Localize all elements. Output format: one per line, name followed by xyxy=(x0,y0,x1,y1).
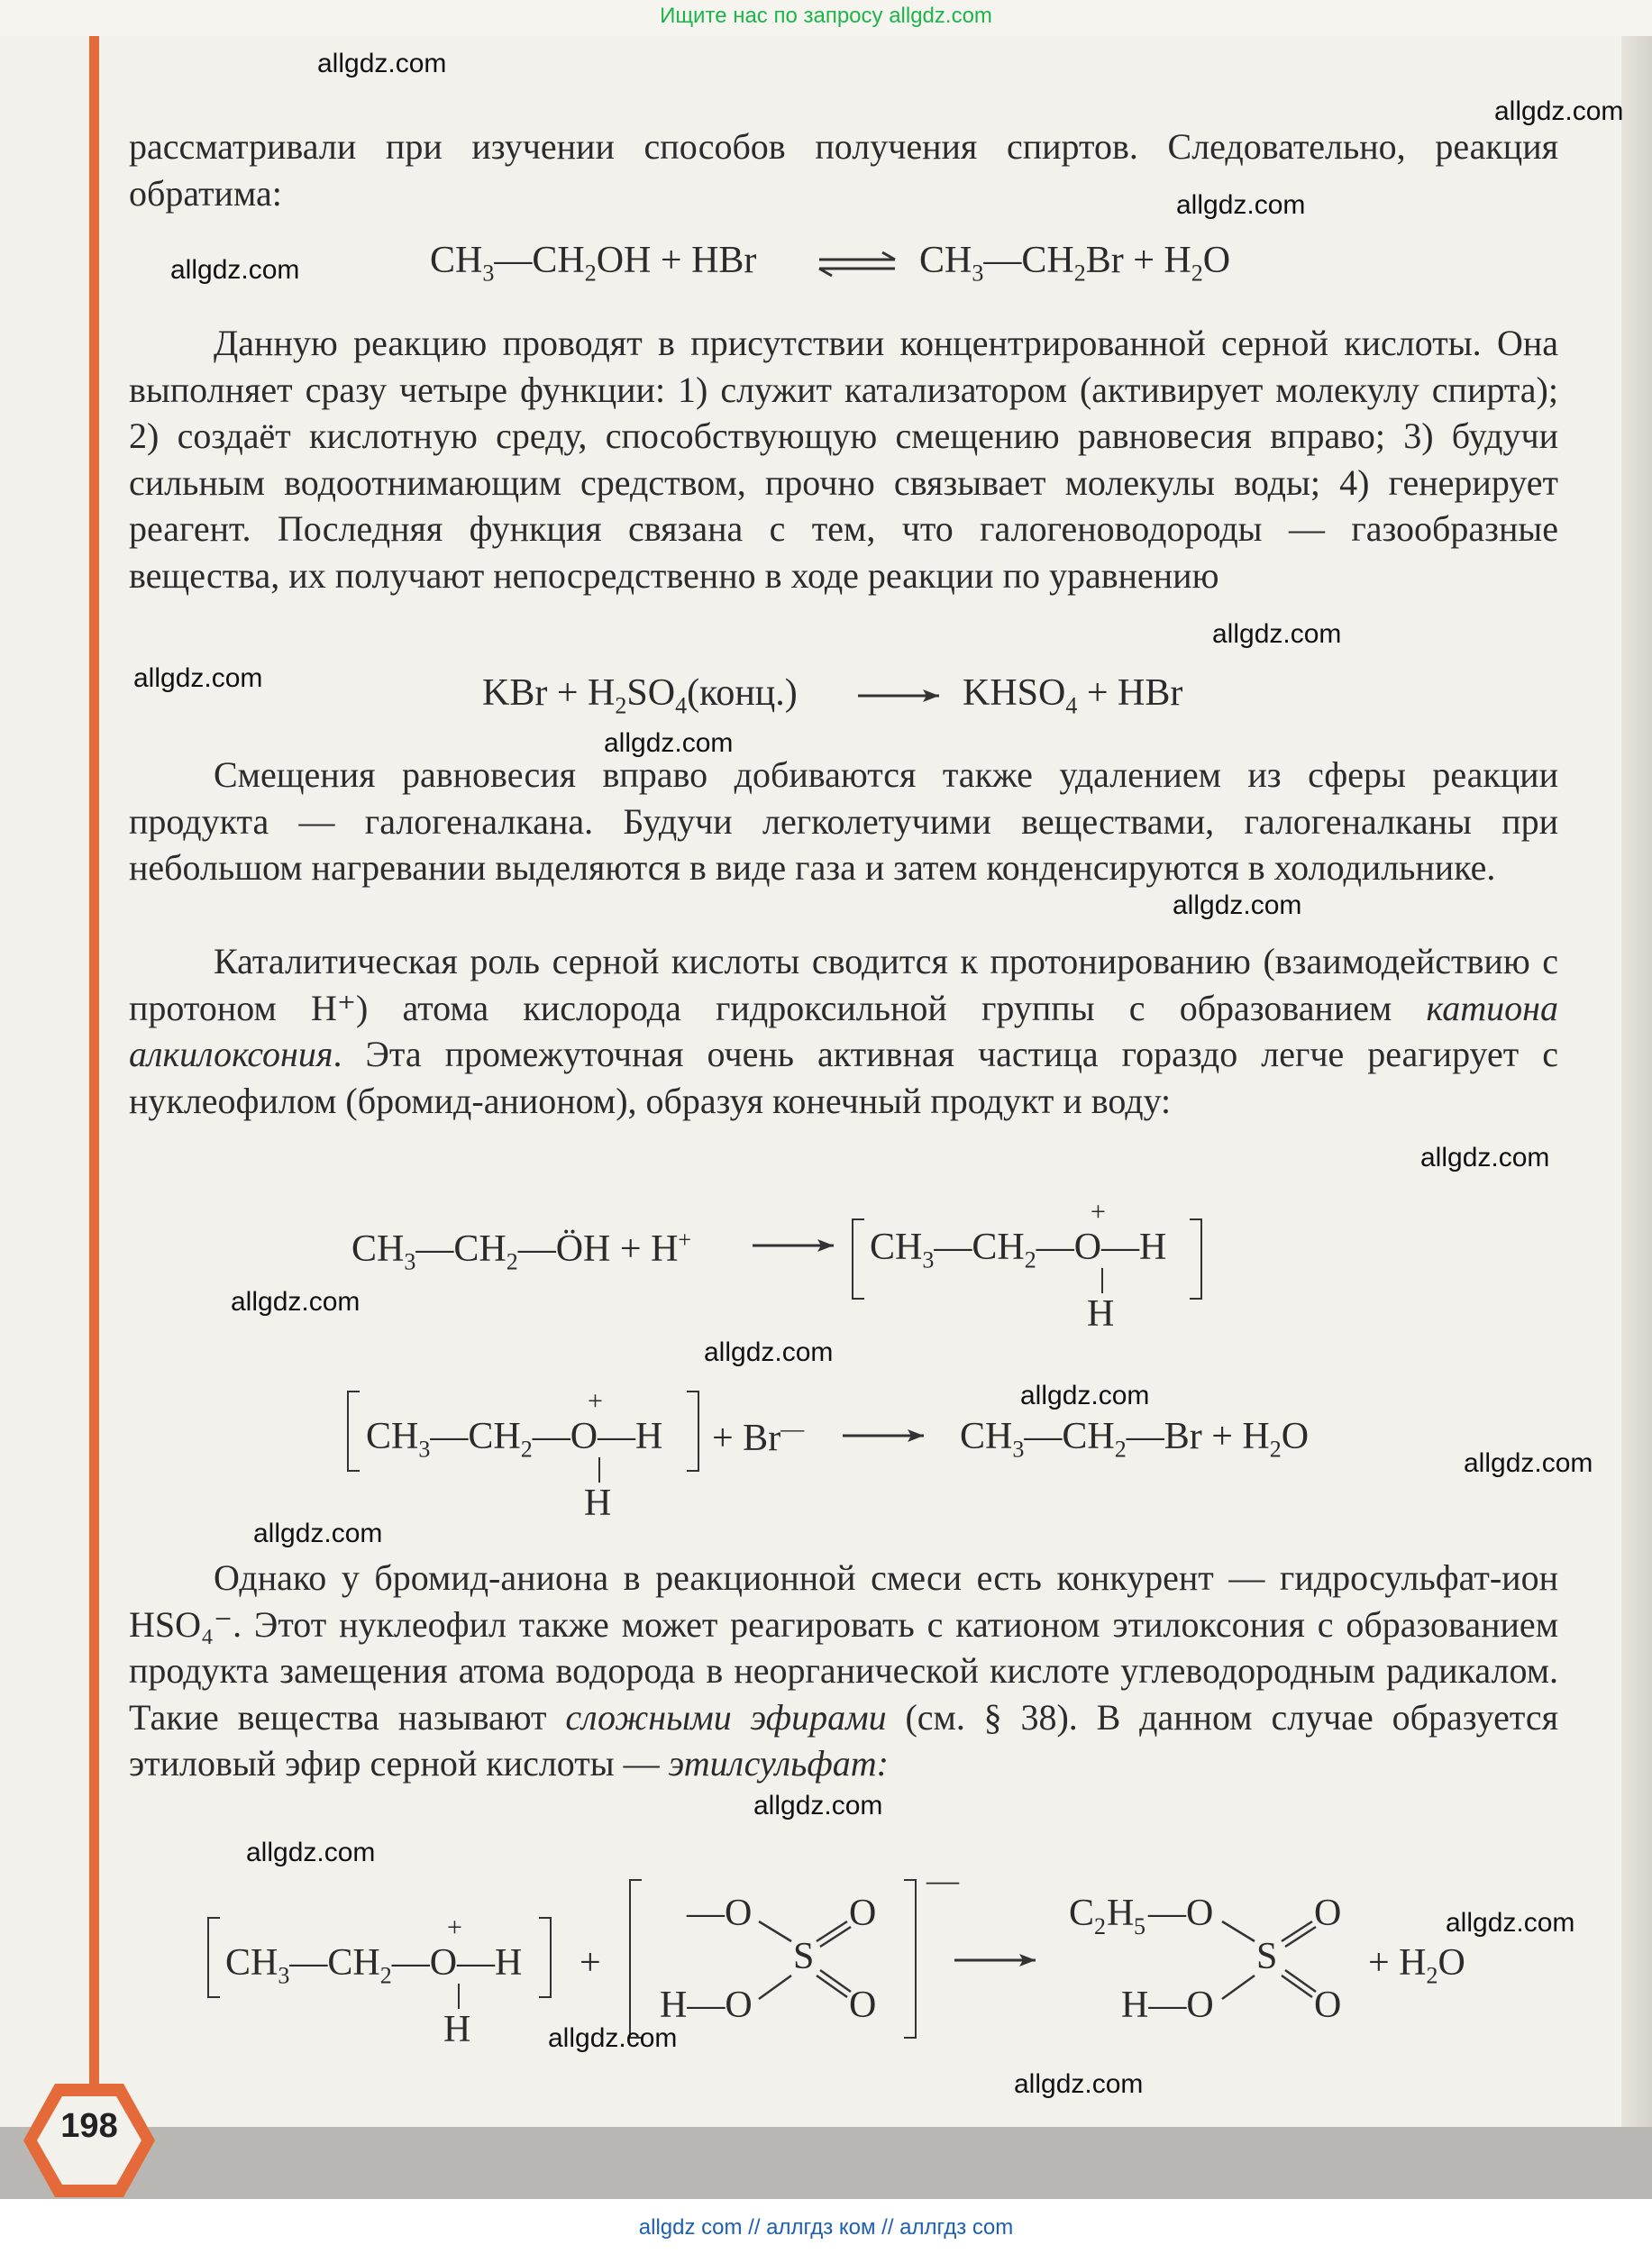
alkyloxonium-cation-3: $CH_3—CH_2—O—H$ xyxy=(225,1942,523,1989)
equation-hbr-generation: KBr + $H_2SO_4(конц.)$ xyxy=(482,672,798,719)
bond-line xyxy=(1101,1268,1103,1293)
water-product: + $H_2O$ xyxy=(1368,1942,1465,1989)
paragraph-5-text-a: Однако у бромид-аниона в реакционной смеси есть конкурент — гидросульфат-ион HSO₄⁻. Этот нуклеофил также может реагировать с катионом этилоксония с образованием продукта замещения атома водорода в неорганической кислоте углеводородным радикалом. Такие вещества называют xyxy=(129,1557,1558,1738)
paragraph-1: рассматривали при изучении способов получения спиртов. Следовательно, реакция обратима: xyxy=(129,126,1558,214)
alkyloxonium-cation-1: $CH_3—CH_2—O—H$ xyxy=(870,1227,1167,1273)
paragraph-4-term: катиона алкилоксония xyxy=(129,987,1558,1074)
watermark: allgdz.com xyxy=(1020,1381,1150,1410)
reaction-arrow-icon xyxy=(953,1951,1039,1969)
plus-charge: + xyxy=(447,1912,462,1942)
paragraph-3: Смещения равновесия вправо добиваются также удалением из сферы реакции продукта — галогеналкана. Будучи легколетучими веществами, галогеналканы при небольшом нагревании выделяются в виде газа и затем конденсируются в холодильнике. xyxy=(129,754,1558,888)
plus-sign: + xyxy=(580,1942,601,1984)
hydrogen-atom: H xyxy=(443,2009,471,2050)
equation-esterification-equilibrium: $CH_3—CH_2OH$ + HBr xyxy=(430,240,757,287)
bottom-gray-strip xyxy=(0,2127,1652,2199)
watermark: allgdz.com xyxy=(1176,190,1306,220)
watermark: allgdz.com xyxy=(548,2023,678,2053)
svg-text:S: S xyxy=(793,1936,815,1977)
equilibrium-arrow-icon xyxy=(816,251,899,278)
equation-2-products: $KHSO_4$ + HBr xyxy=(963,672,1183,719)
equation-protonation-reactants: $CH_3—CH_2—ÖH + H^+$ xyxy=(351,1227,692,1275)
left-bracket xyxy=(207,1917,220,1998)
reaction-arrow-icon xyxy=(841,1427,927,1445)
reaction-arrow-icon xyxy=(856,687,943,705)
plus-charge: + xyxy=(588,1386,603,1416)
reaction-arrow-icon xyxy=(751,1237,837,1255)
paragraph-2: Данную реакцию проводят в присутствии концентрированной серной кислоты. Она выполняет сразу четыре функции: 1) служит катализатором (активирует молекулу спирта); 2) создаёт кислотную среду, способствующую смещению равновесия вправо; 3) будучи сильным водоотнимающим средством, прочно связывает молекулы воды; 4) генерирует реагент. Последняя функция связана с тем, что галогеноводороды — газообразные вещества, их получают непосредственно в ходе реакции по уравнению xyxy=(129,323,1558,596)
paragraph-5-term-2: этилсульфат: xyxy=(668,1743,889,1784)
watermark: allgdz.com xyxy=(246,1838,376,1867)
left-bracket xyxy=(852,1218,864,1300)
bromide-anion: + Br— xyxy=(712,1416,805,1459)
right-bracket xyxy=(539,1917,552,1998)
svg-text:C: C xyxy=(1069,1893,1095,1934)
watermark: allgdz.com xyxy=(1464,1448,1593,1478)
watermark: allgdz.com xyxy=(231,1287,361,1317)
right-bracket xyxy=(1190,1218,1202,1300)
bottom-banner[interactable]: allgdz com // аллгдз ком // аллгдз com xyxy=(638,2215,1014,2240)
watermark: allgdz.com xyxy=(1446,1908,1575,1938)
watermark: allgdz.com xyxy=(1212,619,1342,649)
left-bracket xyxy=(347,1391,360,1472)
watermark: allgdz.com xyxy=(1173,890,1302,920)
hydrogen-sulfate-structure xyxy=(640,1884,919,2028)
minus-charge: — xyxy=(926,1862,959,1898)
svg-text:H—O: H—O xyxy=(660,1985,753,2026)
svg-text:S: S xyxy=(1256,1936,1278,1977)
svg-text:O: O xyxy=(849,1893,877,1934)
svg-text:O: O xyxy=(1314,1893,1342,1934)
paragraph-4-text-b: . Эта промежуточная очень активная частица гораздо легче реагирует с нуклеофилом (бромид-анионом), образуя конечный продукт и воду: xyxy=(129,1034,1558,1121)
watermark: allgdz.com xyxy=(133,663,263,693)
svg-text:O: O xyxy=(1314,1985,1342,2026)
paragraph-5-term-1: сложными эфирами xyxy=(565,1696,887,1738)
watermark: allgdz.com xyxy=(1420,1143,1550,1173)
margin-accent-bar xyxy=(89,36,99,2100)
svg-text:H: H xyxy=(1107,1893,1135,1934)
page-edge-shadow xyxy=(1621,36,1652,2181)
hydrogen-atom: H xyxy=(584,1483,612,1524)
ethyl-sulfate-structure xyxy=(1063,1884,1361,2028)
hydrogen-atom: H xyxy=(1087,1293,1115,1335)
watermark: allgdz.com xyxy=(317,49,447,78)
paragraph-5-text-b: (см. § 38). В данном случае образуется этиловый эфир серной кислоты — xyxy=(129,1696,1559,1784)
watermark: allgdz.com xyxy=(1014,2069,1144,2099)
svg-text:5: 5 xyxy=(1134,1913,1145,1939)
svg-text:—O: —O xyxy=(687,1893,753,1934)
watermark: allgdz.com xyxy=(753,1791,883,1821)
top-banner[interactable]: Ищите нас по запросу allgdz.com xyxy=(660,4,992,28)
page-number: 198 xyxy=(60,2107,118,2145)
equation-4-products: $CH_3—CH_2—Br + H_2O$ xyxy=(960,1416,1310,1463)
bond-line xyxy=(598,1457,600,1483)
watermark: allgdz.com xyxy=(604,728,734,758)
paragraph-5 xyxy=(129,1555,1558,1787)
plus-charge: + xyxy=(1091,1197,1106,1227)
watermark: allgdz.com xyxy=(704,1337,834,1367)
paragraph-4-text-a: Каталитическая роль серной кислоты сводится к протонированию (взаимодействию с протоном H⁺) атома кислорода гидроксильной группы с образованием xyxy=(129,941,1558,1028)
watermark: allgdz.com xyxy=(1494,96,1624,126)
alkyloxonium-cation-2: $CH_3—CH_2—O—H$ xyxy=(366,1416,663,1463)
watermark: allgdz.com xyxy=(170,255,300,285)
svg-text:O: O xyxy=(849,1985,877,2026)
paragraph-4 xyxy=(129,938,1558,1124)
svg-text:—O: —O xyxy=(1148,1893,1214,1934)
right-bracket xyxy=(904,1879,917,2039)
right-bracket xyxy=(687,1391,699,1472)
svg-text:2: 2 xyxy=(1094,1913,1106,1939)
bond-line xyxy=(458,1984,460,2009)
equation-1-products: $CH_3—CH_2Br + H_2O$ xyxy=(919,240,1231,287)
watermark: allgdz.com xyxy=(253,1519,383,1548)
svg-text:H—O: H—O xyxy=(1121,1985,1214,2026)
